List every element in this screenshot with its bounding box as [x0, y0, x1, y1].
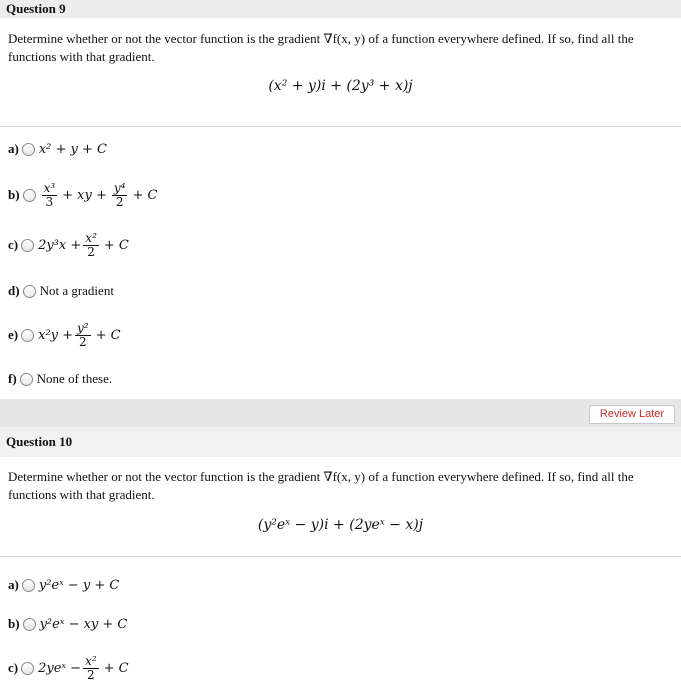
- option-label: c): [8, 237, 19, 252]
- option-expression: + xy +: [62, 187, 107, 203]
- option-text: Not a gradient: [39, 283, 114, 298]
- q9-option-f[interactable]: [8, 362, 112, 396]
- radio-button[interactable]: [20, 373, 33, 386]
- option-expression: 2y³x +: [38, 237, 82, 253]
- question-10-header: [0, 427, 681, 457]
- radio-button[interactable]: [22, 143, 35, 156]
- option-expression: x²y +: [38, 327, 74, 343]
- option-label: d): [8, 283, 20, 298]
- fraction: $\frac{\text{y²}}{2}$: [77, 320, 89, 349]
- divider: [0, 126, 681, 127]
- option-label: b): [8, 616, 20, 631]
- radio-button[interactable]: [21, 662, 34, 675]
- option-expression: y²eˣ − xy + C: [39, 616, 128, 632]
- radio-button[interactable]: [23, 189, 36, 202]
- option-tail: + C: [103, 660, 129, 676]
- question-9-stem: Determine whether or not the vector function is the gradient ∇f(x, y) of a function everywhere defined. If so, find all the functions with that gradient.: [8, 31, 634, 64]
- option-expression: x² + y + C: [38, 141, 107, 157]
- option-expression: 2yeˣ −: [38, 660, 82, 676]
- review-later-button[interactable]: Review Later: [589, 405, 675, 424]
- question-9-formula: [0, 78, 681, 95]
- fraction: $\frac{\text{x³}}{3}$: [43, 180, 56, 209]
- q10-option-b[interactable]: [8, 607, 127, 641]
- question-9-title: Question 9: [6, 1, 66, 16]
- question-9-formula-text: (x² + y)i + (2y³ + x)j: [268, 78, 413, 94]
- question-10-formula: [0, 517, 681, 534]
- fraction: $\frac{\text{y⁴}}{2}$: [113, 180, 126, 209]
- option-expression: y²eˣ − y + C: [38, 577, 120, 593]
- option-label: a): [8, 577, 19, 592]
- radio-button[interactable]: [23, 618, 36, 631]
- divider: [0, 556, 681, 557]
- option-tail: + C: [95, 327, 121, 343]
- question-10-title: Question 10: [6, 434, 73, 449]
- fraction: $\frac{\text{x²}}{2}$: [85, 230, 97, 259]
- question-10-stem: Determine whether or not the vector function is the gradient ∇f(x, y) of a function everywhere defined. If so, find all the functions with that gradient.: [8, 469, 634, 502]
- q9-option-b[interactable]: [8, 178, 157, 212]
- radio-button[interactable]: [21, 239, 34, 252]
- option-label: b): [8, 187, 20, 202]
- q9-option-e[interactable]: [8, 318, 121, 352]
- radio-button[interactable]: [23, 285, 36, 298]
- fraction: $\frac{\text{x²}}{2}$: [85, 653, 97, 682]
- option-text: None of these.: [36, 371, 113, 386]
- q9-option-c[interactable]: [8, 228, 129, 262]
- question-9-header: [0, 0, 681, 18]
- option-label: c): [8, 660, 19, 675]
- radio-button[interactable]: [21, 329, 34, 342]
- q10-option-c[interactable]: [8, 651, 129, 685]
- option-label: f): [8, 371, 17, 386]
- option-label: e): [8, 327, 19, 342]
- option-label: a): [8, 141, 19, 156]
- q10-option-a[interactable]: [8, 568, 119, 602]
- q9-option-a[interactable]: [8, 132, 107, 166]
- option-tail: + C: [103, 237, 129, 253]
- radio-button[interactable]: [22, 579, 35, 592]
- question-10-formula-text: (y²eˣ − y)i + (2yeˣ − x)j: [257, 517, 424, 533]
- option-tail: + C: [132, 187, 158, 203]
- question-footer-band: [0, 399, 681, 427]
- q9-option-d[interactable]: [8, 274, 114, 308]
